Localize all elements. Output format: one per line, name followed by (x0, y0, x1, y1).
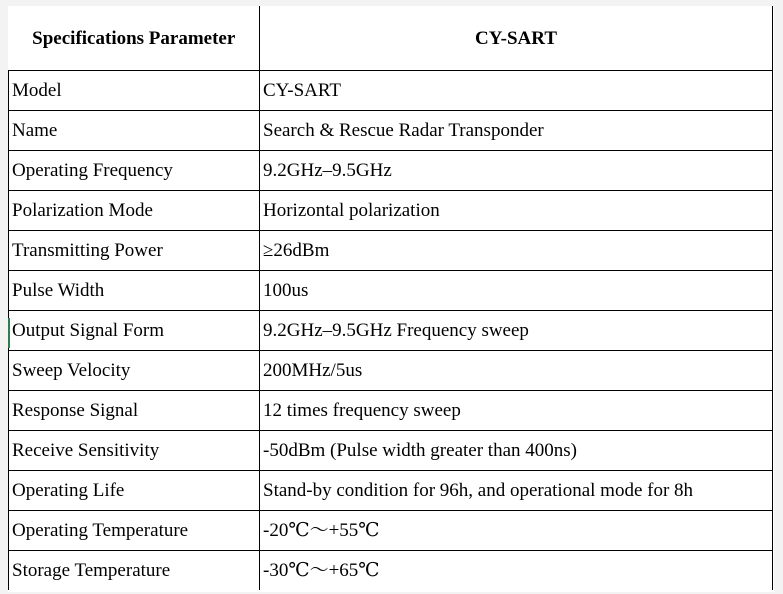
header-parameter: Specifications Parameter (9, 6, 260, 71)
row-label: Receive Sensitivity (9, 431, 260, 471)
table-row (9, 351, 773, 391)
row-label: Sweep Velocity (9, 351, 260, 391)
row-value: 12 times frequency sweep (260, 391, 773, 431)
table-row (9, 471, 773, 511)
table-row (9, 191, 773, 231)
row-value: 9.2GHz–9.5GHz Frequency sweep (260, 311, 773, 351)
specifications-table (8, 6, 773, 590)
row-label: Output Signal Form (9, 311, 260, 351)
row-label: Storage Temperature (9, 551, 260, 591)
table-row (9, 151, 773, 191)
table-row (9, 231, 773, 271)
cell-cursor-marker (8, 318, 10, 348)
row-label: Operating Temperature (9, 511, 260, 551)
header-model: CY-SART (260, 6, 773, 71)
row-value: ≥26dBm (260, 231, 773, 271)
row-label: Polarization Mode (9, 191, 260, 231)
row-value: 200MHz/5us (260, 351, 773, 391)
row-label: Model (9, 71, 260, 111)
row-value: Horizontal polarization (260, 191, 773, 231)
row-value: -30℃～+65℃ (260, 551, 773, 591)
table-row (9, 271, 773, 311)
row-value: -20℃～+55℃ (260, 511, 773, 551)
table-row (9, 71, 773, 111)
table-row (9, 111, 773, 151)
table-row (9, 511, 773, 551)
table-row (9, 311, 773, 351)
row-label: Name (9, 111, 260, 151)
table-header-row (9, 6, 773, 71)
row-value: -50dBm (Pulse width greater than 400ns) (260, 431, 773, 471)
row-value: Search & Rescue Radar Transponder (260, 111, 773, 151)
row-label: Operating Frequency (9, 151, 260, 191)
table-row (9, 431, 773, 471)
row-value: Stand-by condition for 96h, and operational mode for 8h (260, 471, 773, 511)
row-value: 100us (260, 271, 773, 311)
row-label: Pulse Width (9, 271, 260, 311)
table-row (9, 551, 773, 591)
row-label: Transmitting Power (9, 231, 260, 271)
row-value: 9.2GHz–9.5GHz (260, 151, 773, 191)
row-label: Response Signal (9, 391, 260, 431)
row-value: CY-SART (260, 71, 773, 111)
table-row (9, 391, 773, 431)
row-label: Operating Life (9, 471, 260, 511)
